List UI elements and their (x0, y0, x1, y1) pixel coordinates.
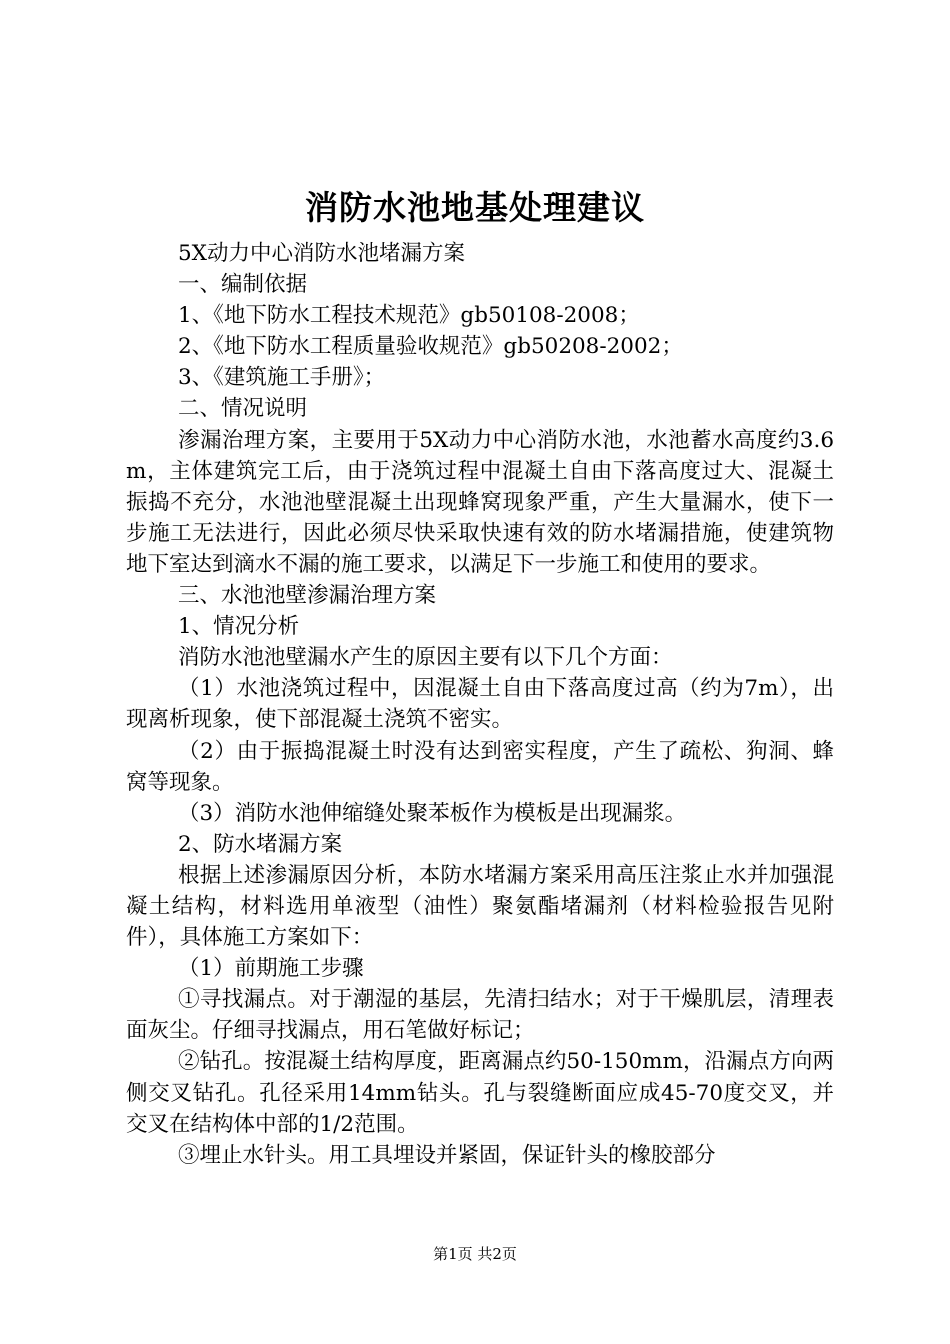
paragraph: 渗漏治理方案，主要用于5X动力中心消防水池，水池蓄水高度约3.6m，主体建筑完工后，由于浇筑过程中混凝土自由下落高度过大、混凝土振捣不充分，水池池壁混凝土出现蜂窝现象严重，产生大量漏水，使下一步施工无法进行，因此必须尽快采取快速有效的防水堵漏措施，使建筑物地下室达到滴水不漏的施工要求，以满足下一步施工和使用的要求。 (126, 427, 834, 577)
paragraph: （1）前期施工步骤 (178, 956, 364, 982)
paragraph: ③埋止水针头。用工具埋设并紧固，保证针头的橡胶部分 (178, 1142, 716, 1168)
document-title: 消防水池地基处理建议 (305, 188, 645, 227)
document-body (126, 238, 834, 1171)
paragraph: ①寻找漏点。对于潮湿的基层，先清扫结水；对于干燥肌层，清理表面灰尘。仔细寻找漏点，用石笔做好标记； (126, 987, 834, 1044)
paragraph: 根据上述渗漏原因分析，本防水堵漏方案采用高压注浆止水并加强混凝土结构，材料选用单液型（油性）聚氨酯堵漏剂（材料检验报告见附件），具体施工方案如下： (126, 862, 834, 951)
paragraph: （1）水池浇筑过程中，因混凝土自由下落高度过高（约为7m），出现离析现象，使下部混凝土浇筑不密实。 (126, 676, 834, 733)
paragraph: 二、情况说明 (178, 396, 308, 422)
paragraph: 消防水池池壁漏水产生的原因主要有以下几个方面： (178, 645, 673, 671)
paragraph: 2、《地下防水工程质量验收规范》gb50208-2002； (178, 334, 683, 360)
paragraph: ②钻孔。按混凝土结构厚度，距离漏点约50-150mm，沿漏点方向两侧交叉钻孔。孔径采用14mm钻头。孔与裂缝断面应成45-70度交叉，并交叉在结构体中部的1/2范围。 (126, 1049, 834, 1137)
paragraph: 三、水池池壁渗漏治理方案 (178, 583, 437, 609)
paragraph: 5X动力中心消防水池堵漏方案 (178, 241, 465, 266)
paragraph: （2）由于振捣混凝土时没有达到密实程度，产生了疏松、狗洞、蜂窝等现象。 (126, 738, 834, 795)
paragraph: 2、防水堵漏方案 (178, 831, 343, 857)
paragraph: 一、编制依据 (178, 272, 308, 298)
page-footer: 第1页 共2页 (433, 1245, 517, 1263)
paragraph: 1、情况分析 (178, 614, 300, 640)
paragraph: （3）消防水池伸缩缝处聚苯板作为模板是出现漏浆。 (178, 800, 687, 826)
paragraph: 1、《地下防水工程技术规范》gb50108-2008； (178, 303, 640, 329)
paragraph: 3、《建筑施工手册》； (178, 365, 386, 391)
